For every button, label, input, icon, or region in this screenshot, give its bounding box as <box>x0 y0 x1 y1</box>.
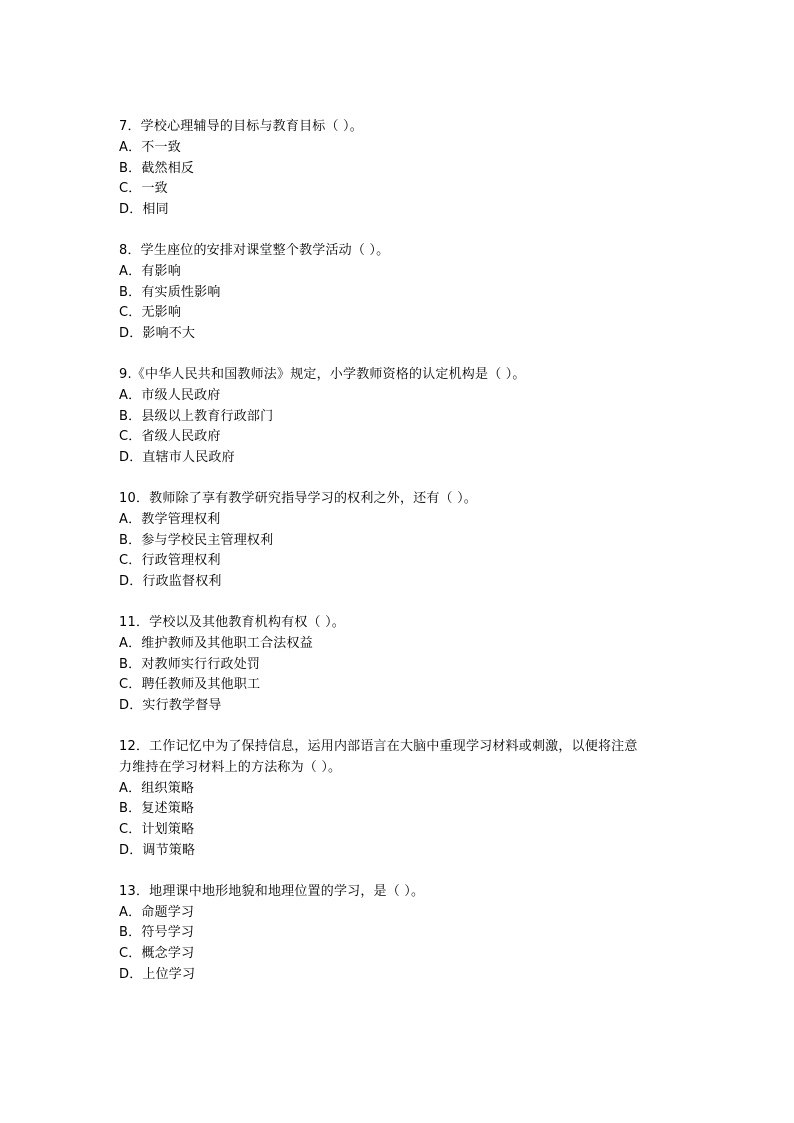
question-stem: 13．地理课中地形地貌和地理位置的学习，是（ ）。 <box>119 883 425 899</box>
option-b: B．对教师实行行政处罚 <box>119 656 261 672</box>
option-c: C．计划策略 <box>119 822 195 838</box>
option-a: A．教学管理权利 <box>119 511 221 527</box>
question-stem: 8．学生座位的安排对课堂整个教学活动（ ）。 <box>119 242 390 258</box>
option-c: C．行政管理权利 <box>119 553 221 569</box>
option-a: A．命题学习 <box>119 904 195 920</box>
option-c: C．概念学习 <box>119 946 195 962</box>
option-b: B．有实质性影响 <box>119 284 221 300</box>
option-b: B．符号学习 <box>119 925 195 941</box>
document-page <box>119 117 679 1006</box>
option-a: A．组织策略 <box>119 780 195 796</box>
question-11 <box>119 613 679 717</box>
question-stem: 7．学校心理辅导的目标与教育目标（ ）。 <box>119 119 363 134</box>
option-b: B．截然相反 <box>119 160 195 176</box>
option-a: A．有影响 <box>119 263 181 279</box>
question-9 <box>119 365 679 469</box>
question-7 <box>119 117 679 221</box>
question-stem-line-2: 力维持在学习材料上的方法称为（ ）。 <box>119 759 342 775</box>
option-c: C．省级人民政府 <box>119 429 221 445</box>
option-a: A．市级人民政府 <box>119 387 221 403</box>
question-8 <box>119 241 679 345</box>
option-a: A．不一致 <box>119 139 181 155</box>
option-b: B．县级以上教育行政部门 <box>119 408 274 424</box>
question-stem-line-1: 12．工作记忆中为了保持信息，运用内部语言在大脑中重现学习材料或刺激，以便将注意 <box>119 738 638 754</box>
option-a: A．维护教师及其他职工合法权益 <box>119 635 313 651</box>
option-b: B．参与学校民主管理权利 <box>119 532 274 548</box>
option-d: D．影响不大 <box>119 326 196 342</box>
option-c: C．无影响 <box>119 305 182 321</box>
question-stem: 11．学校以及其他教育机构有权（ ）。 <box>119 614 345 630</box>
option-d: D．直辖市人民政府 <box>119 450 235 466</box>
option-d: D．调节策略 <box>119 842 196 858</box>
option-d: D．上位学习 <box>119 966 196 982</box>
option-d: D．行政监督权利 <box>119 574 222 590</box>
option-d: D．相同 <box>119 202 169 218</box>
question-stem: 9.《中华人民共和国教师法》规定，小学教师资格的认定机构是（ ）。 <box>119 366 526 382</box>
question-10 <box>119 489 679 593</box>
option-c: C．一致 <box>119 181 168 197</box>
option-d: D．实行教学督导 <box>119 698 222 714</box>
question-stem: 10．教师除了享有教学研究指导学习的权利之外，还有（ ）。 <box>119 490 477 506</box>
option-c: C．聘任教师及其他职工 <box>119 677 261 693</box>
question-12 <box>119 737 679 862</box>
question-13 <box>119 882 679 986</box>
option-b: B．复述策略 <box>119 801 195 817</box>
